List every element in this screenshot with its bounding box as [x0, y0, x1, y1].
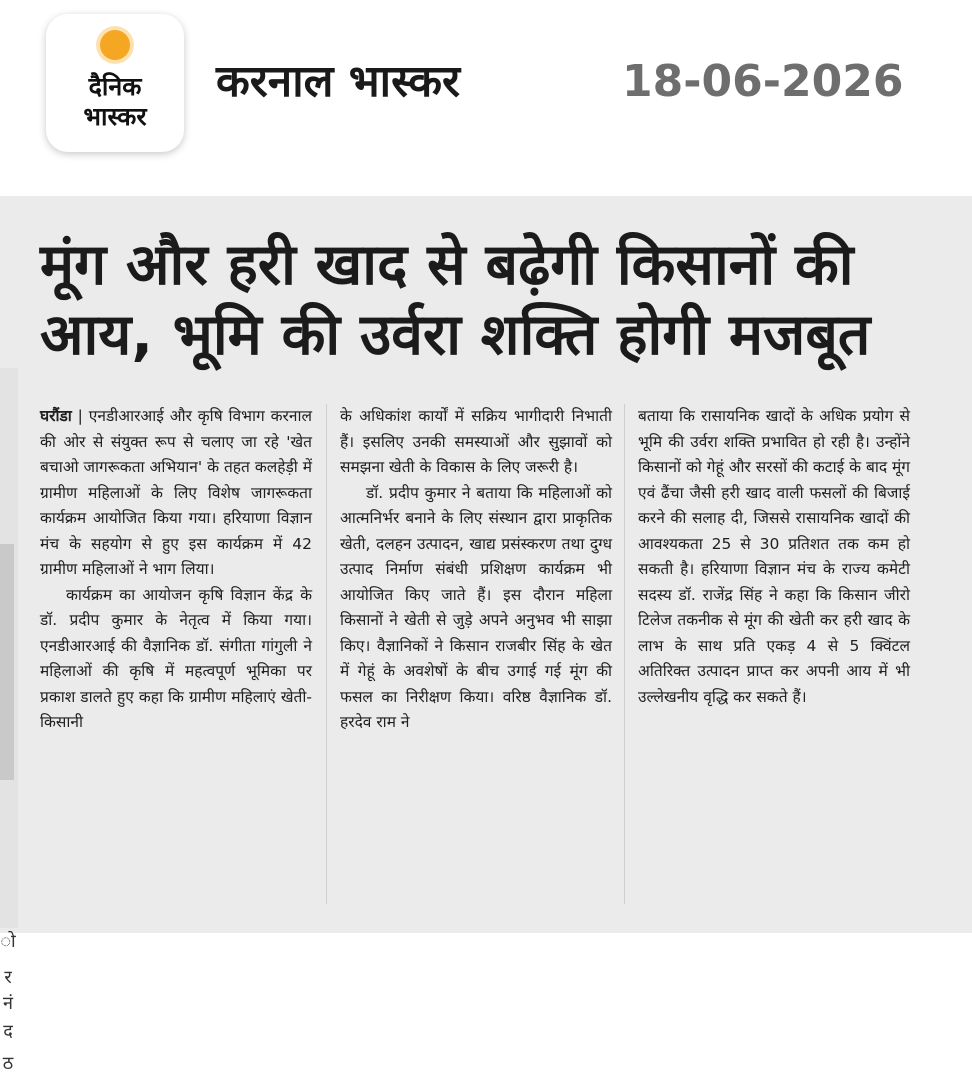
dainik-bhaskar-logo [46, 14, 184, 152]
edition-header [0, 0, 972, 190]
adjacent-text-fragment: नं [3, 993, 13, 1014]
article-paragraph: कार्यक्रम का आयोजन कृषि विज्ञान केंद्र के डॉ. प्रदीप कुमार के नेतृत्व में किया गया। एनडीआरआई की वैज्ञानिक डॉ. संगीता गांगुली ने महिलाओं की कृषि में महत्वपूर्ण भूमिका पर प्रकाश डालते हुए कहा कि ग्रामीण महिलाएं खेती-किसानी [40, 585, 312, 731]
logo-text-line2: भास्कर [83, 102, 147, 131]
article-paragraph: बताया कि रासायनिक खादों के अधिक प्रयोग से भूमि की उर्वरा शक्ति प्रभावित हो रही है। उन्होंने किसानों को गेहूं और सरसों की कटाई के बाद मूंग एवं ढैंचा जैसी हरी खाद वाली फसलों की बिजाई करने की सलाह दी, जिससे रासायनिक खादों की आवश्यकता 25 से 30 प्रतिशत तक कम हो सकती है। हरियाणा विज्ञान मंच के राज्य कमेटी सदस्य डॉ. राजेंद्र सिंह ने कहा कि किसान जीरो टिलेज तकनीक से मूंग की खेती कर हरी खाद के लाभ के साथ प्रति एकड़ 4 से 5 क्विंटल अतिरिक्त उत्पादन प्राप्त कर अपनी आय में भी उल्लेखनीय वृद्धि कर सकते हैं। [638, 407, 911, 706]
adjacent-text-fragment: र [4, 967, 12, 988]
article-column-2 [340, 404, 612, 736]
sun-icon [100, 30, 130, 60]
article-headline [40, 232, 940, 368]
paragraph-text: एनडीआरआई और कृषि विभाग करनाल की ओर से संयुक्त रूप से चलाए जा रहे 'खेत बचाओ जागरूकता अभियान' के तहत कलहेड़ी में ग्रामीण महिलाओं के लिए विशेष जागरूकता कार्यक्रम आयोजित किया गया। हरियाणा विज्ञान मंच के सहयोग से हुए इस कार्यक्रम में 42 ग्रामीण महिलाओं ने भाग लिया। [40, 407, 312, 578]
column-divider [624, 404, 625, 904]
headline-line1: मूंग और हरी खाद से बढ़ेगी किसानों की [40, 232, 854, 298]
newspaper-clipping [0, 196, 972, 1074]
article-paragraph: डॉ. प्रदीप कुमार ने बताया कि महिलाओं को आत्मनिर्भर बनाने के लिए संस्थान द्वारा प्राकृतिक खेती, दलहन उत्पादन, खाद्य प्रसंस्करण तथा दुग्ध उत्पाद निर्माण संबंधी प्रशिक्षण कार्यक्रम भी आयोजित किए जाते हैं। इस दौरान महिला किसानों ने खेती से जुड़े अपने अनुभव भी साझा किए। वैज्ञानिकों ने किसान राजबीर सिंह के खेत में गेहूं के अवशेषों के बीच उगाई गई मूंग की फसल का निरीक्षण किया। वरिष्ठ वैज्ञानिक डॉ. हरदेव राम ने [340, 483, 612, 731]
column-divider [326, 404, 327, 904]
article-paragraph: घरौंडा | एनडीआरआई और कृषि विभाग करनाल की ओर से संयुक्त रूप से चलाए जा रहे 'खेत बचाओ जागरूकता अभियान' के तहत कलहेड़ी में ग्रामीण महिलाओं के लिए विशेष जागरूकता कार्यक्रम आयोजित किया गया। हरियाणा विज्ञान मंच के सहयोग से हुए इस कार्यक्रम में 42 ग्रामीण महिलाओं ने भाग लिया। [40, 407, 312, 578]
edition-name: करनाल भास्कर [216, 56, 460, 107]
adjacent-text-fragment: ठ [2, 1053, 14, 1074]
adjacent-text-fragment: द [3, 1021, 13, 1042]
headline-line2: आय, भूमि की उर्वरा शक्ति होगी मजबूत [40, 302, 871, 368]
adjacent-photo-fragment [0, 544, 14, 780]
article-column-1 [40, 404, 312, 736]
logo-text-line1: दैनिक [88, 72, 142, 101]
article-column-3 [638, 404, 910, 710]
dateline: घरौंडा [40, 407, 72, 425]
article-paragraph: के अधिकांश कार्यों में सक्रिय भागीदारी निभाती हैं। इसलिए उनकी समस्याओं और सुझावों को समझना खेती के विकास के लिए जरूरी है। [340, 407, 612, 476]
adjacent-article-strip [0, 368, 18, 1074]
adjacent-text-fragment: ो [0, 931, 16, 952]
edition-date: 18-06-2026 [622, 56, 904, 107]
